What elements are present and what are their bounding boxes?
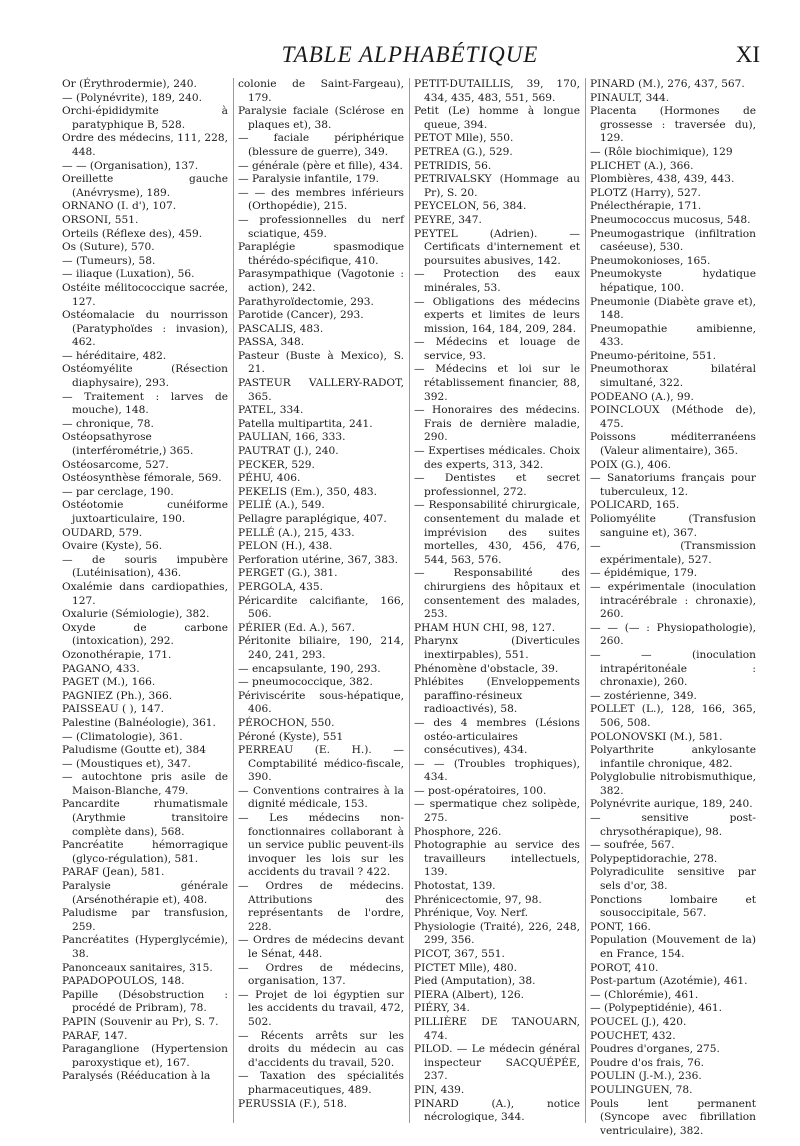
index-entry: PETOT Mlle), 550.	[414, 132, 514, 145]
index-entry: Orchi-épididymite à paratyphique B, 528.	[62, 105, 228, 131]
index-entry: — Ordres de médecins devant le Sénat, 448.	[238, 934, 404, 960]
index-entry: Péricardite calcifiante, 166, 506.	[238, 594, 404, 621]
index-entry: PAGANO, 433.	[62, 662, 140, 675]
index-entry: PAPIN (Souvenir au Pr), S. 7.	[62, 1015, 219, 1028]
index-entry: — Protection des eaux minérales, 53.	[414, 268, 580, 294]
index-entry: — (Climatologie), 361.	[62, 730, 183, 743]
index-entry: POIX (G.), 406.	[590, 458, 671, 471]
index-entry: — (Chlorémie), 461.	[590, 988, 699, 1001]
index-column-3	[414, 78, 580, 1128]
index-entry: — — (Troubles trophiques), 434.	[414, 757, 580, 784]
index-entry: Ostéomalacie du nourrisson (Paratyphoïdes : invasion), 462.	[62, 309, 228, 349]
index-entry: PHAM HUN CHI, 98, 127.	[414, 621, 556, 634]
index-entry: PICTET Mlle), 480.	[414, 961, 517, 974]
index-entry: Ostéotomie cunéiforme juxtoarticulaire, 190.	[62, 499, 228, 525]
index-entry: — post-opératoires, 100.	[414, 784, 547, 797]
index-entry: — Obligations des médecins experts et limites de leurs mission, 164, 184, 209, 284.	[414, 295, 580, 335]
index-entry: POINCLOUX (Méthode de), 475.	[590, 404, 756, 430]
index-entry: — autochtone pris asile de Maison-Blanche, 479.	[62, 771, 228, 797]
index-columns	[62, 78, 758, 1137]
index-entry: PASCALIS, 483.	[238, 322, 324, 335]
index-entry: Pancardite rhumatismale (Arythmie transitoire complète dans), 568.	[62, 798, 228, 838]
index-entry: Pneumokonioses, 165.	[590, 254, 711, 267]
index-entry: Ostéopsathyrose (interférométrie,) 365.	[62, 431, 194, 458]
index-entry: PAUTRAT (J.), 240.	[238, 445, 339, 458]
index-entry: PETRIVALSKY (Hommage au Pr), S. 20.	[414, 173, 580, 199]
index-entry: POLONOVSKI (M.), 581.	[590, 730, 723, 743]
index-entry: — (Transmission expérimentale), 527.	[590, 540, 756, 566]
index-entry: — iliaque (Luxation), 56.	[62, 268, 195, 281]
index-entry: Polynévrite aurique, 189, 240.	[590, 798, 753, 811]
index-entry: — Les médecins non-fonctionnaires collaborant à un service public peuvent-ils invoquer les lois sur les accidents du travail ? 422.	[238, 812, 404, 879]
index-entry: Paralysés (Rééducation à la	[62, 1070, 211, 1083]
column-divider	[585, 78, 586, 1123]
index-entry: PAGNIEZ (Ph.), 366.	[62, 689, 173, 702]
index-entry: POUCHET, 432.	[590, 1029, 676, 1042]
index-entry: PETRIDIS, 56.	[414, 159, 492, 172]
index-entry: PICOT, 367, 551.	[414, 948, 505, 960]
index-entry: — Projet de loi égyptien sur les accidents du travail, 472, 502.	[238, 988, 404, 1028]
index-entry: — zostérienne, 349.	[590, 689, 697, 702]
index-entry: Physiologie (Traité), 226, 248, 299, 356.	[414, 920, 580, 947]
index-entry: POULIN (J.-M.), 236.	[590, 1070, 702, 1083]
index-entry: Ordre des médecins, 111, 228, 448.	[62, 132, 228, 158]
index-entry: PINARD (A.), notice nécrologique, 344.	[414, 1097, 580, 1124]
index-entry: Papille (Désobstruction : procédé de Pribram), 78.	[62, 988, 228, 1015]
index-entry: Ostéosarcome, 527.	[62, 458, 169, 471]
index-entry: Pancréatites (Hyperglycémie), 38.	[62, 934, 228, 960]
index-entry: — Récents arrêts sur les droits du médecin au cas d'accidents du travail, 520.	[238, 1029, 404, 1069]
page-header	[60, 42, 760, 72]
index-entry: — Ordres de médecins. Attributions des représentants de l'ordre, 228.	[238, 880, 404, 933]
index-entry: — soufrée, 567.	[590, 839, 675, 852]
index-entry: PAGET (M.), 166.	[62, 676, 156, 689]
index-entry: Poissons méditerranéens (Valeur alimentaire), 365.	[590, 431, 756, 458]
index-entry: PERGET (G.), 381.	[238, 567, 338, 580]
index-entry: Oxalurie (Sémiologie), 382.	[62, 608, 210, 621]
index-entry: Pneumococcus mucosus, 548.	[590, 213, 751, 226]
index-entry: PERGOLA, 435.	[238, 580, 323, 593]
index-entry: Périviscérite sous-hépatique, 406.	[238, 689, 404, 716]
index-entry: Polyarthrite ankylosante infantile chronique, 482.	[590, 744, 756, 770]
index-entry: Paludisme (Goutte et), 384	[62, 744, 207, 757]
index-entry: PLOTZ (Harry), 527.	[590, 186, 701, 199]
index-entry: — pneumococcique, 382.	[238, 676, 373, 689]
index-entry: PILLIÈRE DE TANOUARN, 474.	[414, 1015, 580, 1042]
index-entry: Paralysie générale (Arsénothérapie et), 408.	[62, 880, 228, 906]
index-entry: — Taxation des spécialités pharmaceutiques, 489.	[238, 1070, 404, 1096]
index-entry: PIERA (Albert), 126.	[414, 988, 525, 1001]
index-entry: — professionnelles du nerf sciatique, 459.	[238, 213, 404, 240]
index-entry: Parathyroïdectomie, 293.	[238, 295, 374, 308]
index-entry: PASSA, 348.	[238, 336, 305, 349]
index-entry: Péritonite biliaire, 190, 214, 240, 241, 293.	[238, 635, 404, 661]
index-entry: Parasympathique (Vagotonie : action), 242.	[238, 268, 404, 294]
index-entry: Oreillette gauche (Anévrysme), 189.	[62, 173, 228, 199]
index-entry: POUCEL (J.), 420.	[590, 1015, 687, 1028]
index-entry: Parotide (Cancer), 293.	[238, 309, 364, 322]
index-entry: Polyradiculite sensitive par sels d'or, 38.	[590, 866, 756, 893]
index-entry: — Sanatoriums français pour tuberculeux, 12.	[590, 472, 756, 498]
index-entry: — (Polypeptidénie), 461.	[590, 1002, 723, 1015]
index-entry: PIÉRY, 34.	[414, 1002, 470, 1015]
index-entry: PEYTEL (Adrien). — Certificats d'internement et poursuites abusives, 142.	[414, 227, 580, 267]
index-entry: Ozonothérapie, 171.	[62, 648, 172, 661]
index-entry: PECKER, 529.	[238, 458, 315, 471]
index-entry: — Responsabilité chirurgicale, consentement du malade et imprévision des suites mortelles, 430, 456, 476, 544, 563, 576.	[414, 499, 580, 566]
index-entry: PERUSSIA (F.), 518.	[238, 1097, 347, 1110]
index-entry: — Dentistes et secret professionnel, 272.	[414, 472, 580, 498]
index-entry: Pneumothorax bilatéral simultané, 322.	[590, 363, 756, 390]
index-entry: — — (— : Physiopathologie), 260.	[590, 621, 756, 648]
index-entry: Poliomyélite (Transfusion sanguine et), 367.	[590, 513, 756, 539]
index-entry: — par cerclage, 190.	[62, 485, 174, 498]
index-entry: Phosphore, 226.	[414, 825, 502, 838]
index-entry: — sensitive post-chrysothérapique), 98.	[590, 812, 756, 838]
index-entry: PASTEUR VALLERY-RADOT, 365.	[238, 377, 404, 403]
column-divider	[233, 78, 234, 1123]
index-entry: Polyglobulie nitrobismuthique, 382.	[590, 771, 756, 797]
index-entry: — Paralysie infantile, 179.	[238, 173, 380, 186]
index-entry: — des 4 membres (Lésions ostéo-articulaires consécutives), 434.	[414, 716, 580, 757]
index-entry: Phrénicectomie, 97, 98.	[414, 893, 542, 906]
index-entry: Oxyde de carbone (intoxication), 292.	[62, 621, 228, 648]
index-entry: Patella multipartita, 241.	[238, 417, 373, 430]
index-entry: — héréditaire, 482.	[62, 349, 167, 362]
index-entry: PILOD. — Le médecin général inspecteur SACQUÉPÉE, 237.	[414, 1043, 580, 1083]
index-entry: PÉRIER (Ed. A.), 567.	[238, 621, 355, 634]
index-entry: Oxalémie dans cardiopathies, 127.	[62, 580, 228, 607]
index-entry: PINAULT, 344.	[590, 91, 670, 104]
index-entry: ORNANO (I. d'), 107.	[62, 200, 177, 213]
index-entry: Pancréatite hémorragique (glyco-régulation), 581.	[62, 839, 228, 865]
index-entry: POROT, 410.	[590, 961, 659, 974]
index-entry: Pellagre paraplégique, 407.	[238, 513, 387, 525]
index-entry: Pouls lent permanent (Syncope avec fibrillation ventriculaire), 382.	[590, 1097, 756, 1137]
index-entry: PAPADOPOULOS, 148.	[62, 975, 185, 988]
index-entry: — (Rôle biochimique), 129	[590, 145, 733, 158]
index-entry: PINARD (M.), 276, 437, 567.	[590, 78, 745, 90]
index-entry: Pneumogastrique (infiltration caséeuse), 530.	[590, 227, 756, 254]
index-entry: Péroné (Kyste), 551	[238, 730, 344, 743]
index-entry: Post-partum (Azotémie), 461.	[590, 975, 748, 988]
index-entry: Ostéomyélite (Résection diaphysaire), 293.	[62, 363, 228, 390]
index-entry: — (Tumeurs), 58.	[62, 254, 156, 267]
index-entry: PIN, 439.	[414, 1083, 465, 1096]
index-entry: Polypeptidorachie, 278.	[590, 852, 718, 865]
index-entry: — (Polynévrite), 189, 240.	[62, 91, 203, 104]
index-entry: Pharynx (Diverticules inextirpables), 551.	[414, 635, 580, 661]
index-entry: Photostat, 139.	[414, 880, 496, 893]
index-entry: POLICARD, 165.	[590, 499, 680, 512]
index-entry: Paludisme par transfusion, 259.	[62, 907, 228, 933]
index-entry: — faciale périphérique (blessure de guerre), 349.	[238, 132, 404, 158]
index-entry: PARAF, 147.	[62, 1029, 128, 1042]
index-entry: Pneumonie (Diabète grave et), 148.	[590, 295, 756, 322]
index-entry: PETREA (G.), 529.	[414, 145, 513, 158]
index-entry: PARAF (Jean), 581.	[62, 866, 165, 879]
index-entry: — Traitement : larves de mouche), 148.	[62, 390, 228, 417]
index-entry: PETIT-DUTAILLIS, 39, 170, 434, 435, 483, 551, 569.	[414, 78, 580, 104]
index-entry: Ponctions lombaire et sousoccipitale, 567.	[590, 893, 756, 920]
index-entry: — Médecins et loi sur le rétablissement financier, 88, 392.	[414, 363, 580, 403]
index-entry: — Honoraires des médecins. Frais de dernière maladie, 290.	[414, 404, 580, 444]
index-entry: Photographie au service des travailleurs intellectuels, 139.	[414, 839, 580, 879]
index-column-4	[590, 78, 756, 1137]
index-entry: — spermatique chez solipède, 275.	[414, 798, 580, 825]
index-entry: Paralysie faciale (Sclérose en plaques et), 38.	[238, 105, 404, 131]
index-entry: Petit (Le) homme à longue queue, 394.	[414, 105, 580, 131]
index-entry: — de souris impubère (Lutéinisation), 436.	[62, 553, 228, 580]
index-entry: — — (Organisation), 137.	[62, 159, 199, 172]
index-entry: Population (Mouvement de la) en France, 154.	[590, 934, 756, 960]
column-divider	[409, 78, 410, 1123]
index-entry: Os (Suture), 570.	[62, 241, 155, 254]
index-entry: PODEANO (A.), 99.	[590, 390, 694, 403]
index-entry: PERREAU (E. H.). — Comptabilité médico-fiscale, 390.	[238, 744, 404, 784]
index-entry: Phrénique, Voy. Nerf.	[414, 907, 528, 920]
index-column-2	[238, 78, 404, 1128]
index-entry: — — des membres inférieurs (Orthopédie), 215.	[238, 186, 404, 213]
page-title: TABLE ALPHABÉTIQUE	[281, 42, 539, 67]
index-entry: Pnélecthérapie, 171.	[590, 200, 702, 213]
index-entry: PEKELIS (Em.), 350, 483.	[238, 485, 378, 498]
index-entry: — Responsabilité des chirurgiens des hôpitaux et consentement des malades, 253.	[414, 567, 580, 621]
index-entry: Palestine (Balnéologie), 361.	[62, 716, 216, 729]
index-column-1	[62, 78, 228, 1128]
index-entry: ORSONI, 551.	[62, 213, 139, 226]
index-entry: PLICHET (A.), 366.	[590, 159, 694, 172]
page-number: XI	[735, 42, 760, 67]
index-entry: PELIÉ (A.), 549.	[238, 499, 325, 512]
index-entry: PELLÉ (A.), 215, 433.	[238, 526, 355, 539]
index-entry: Poudres d'organes, 275.	[590, 1043, 720, 1056]
index-entry: PEYCELON, 56, 384.	[414, 200, 527, 213]
index-entry: Poudre d'os frais, 76.	[590, 1056, 704, 1069]
index-entry: Plombières, 438, 439, 443.	[590, 173, 735, 186]
index-entry: PÉHU, 406.	[238, 472, 301, 485]
index-entry: — encapsulante, 190, 293.	[238, 662, 381, 675]
index-entry: Phénomène d'obstacle, 39.	[414, 662, 559, 675]
index-entry: Pneumopathie amibienne, 433.	[590, 322, 756, 349]
index-entry: — chronique, 78.	[62, 417, 154, 430]
index-entry: — — (inoculation intrapéritonéale : chronaxie), 260.	[590, 648, 756, 689]
index-entry: — Expertises médicales. Choix des experts, 313, 342.	[414, 445, 580, 471]
index-entry: PEYRE, 347.	[414, 213, 482, 226]
index-entry: Phlébites (Enveloppements paraffino-résineux radioactivés), 58.	[414, 676, 580, 716]
index-entry: — (Moustiques et), 347.	[62, 757, 191, 770]
index-entry: Perforation utérine, 367, 383.	[238, 553, 399, 566]
index-entry: — Conventions contraires à la dignité médicale, 153.	[238, 784, 404, 811]
index-entry: PAULIAN, 166, 333.	[238, 431, 346, 444]
index-entry: Pasteur (Buste à Mexico), S. 21.	[238, 349, 404, 376]
index-entry: — Ordres de médecins, organisation, 137.	[238, 961, 404, 988]
index-entry: Placenta (Hormones de grossesse : traversée du), 129.	[590, 105, 756, 145]
index-entry: Or (Érythrodermie), 240.	[62, 78, 197, 90]
index-entry: Panonceaux sanitaires, 315.	[62, 961, 213, 974]
index-entry: POULINGUEN, 78.	[590, 1083, 693, 1096]
index-entry: PAISSEAU ( ), 147.	[62, 703, 164, 716]
index-entry: Paraganglione (Hypertension paroxystique et), 167.	[62, 1043, 228, 1069]
index-entry: PATEL, 334.	[238, 404, 304, 417]
index-entry: Ovaire (Kyste), 56.	[62, 540, 163, 553]
index-entry: — expérimentale (inoculation intracérébrale : chronaxie), 260.	[590, 580, 756, 621]
index-entry: Pneumo-péritoine, 551.	[590, 349, 716, 362]
index-entry: Paraplégie spasmodique thérédo-spécifique, 410.	[238, 241, 404, 267]
index-entry: Orteils (Réflexe des), 459.	[62, 227, 203, 240]
index-entry: Ostéite mélitococcique sacrée, 127.	[62, 281, 228, 308]
index-entry: POLLET (L.), 128, 166, 365, 506, 508.	[590, 703, 756, 729]
index-entry: Pied (Amputation), 38.	[414, 975, 536, 988]
index-entry: — épidémique, 179.	[590, 567, 698, 580]
index-entry: PONT, 166.	[590, 920, 651, 933]
index-entry: colonie de Saint-Fargeau), 179.	[238, 78, 404, 104]
index-entry: — Médecins et louage de service, 93.	[414, 336, 580, 362]
index-entry: — générale (père et fille), 434.	[238, 159, 403, 172]
index-entry: Pneumokyste hydatique hépatique, 100.	[590, 268, 756, 294]
index-entry: PELON (H.), 438.	[238, 540, 333, 553]
index-entry: Ostéosynthèse fémorale, 569.	[62, 472, 222, 485]
index-entry: OUDARD, 579.	[62, 526, 143, 539]
index-entry: PÉROCHON, 550.	[238, 716, 335, 729]
